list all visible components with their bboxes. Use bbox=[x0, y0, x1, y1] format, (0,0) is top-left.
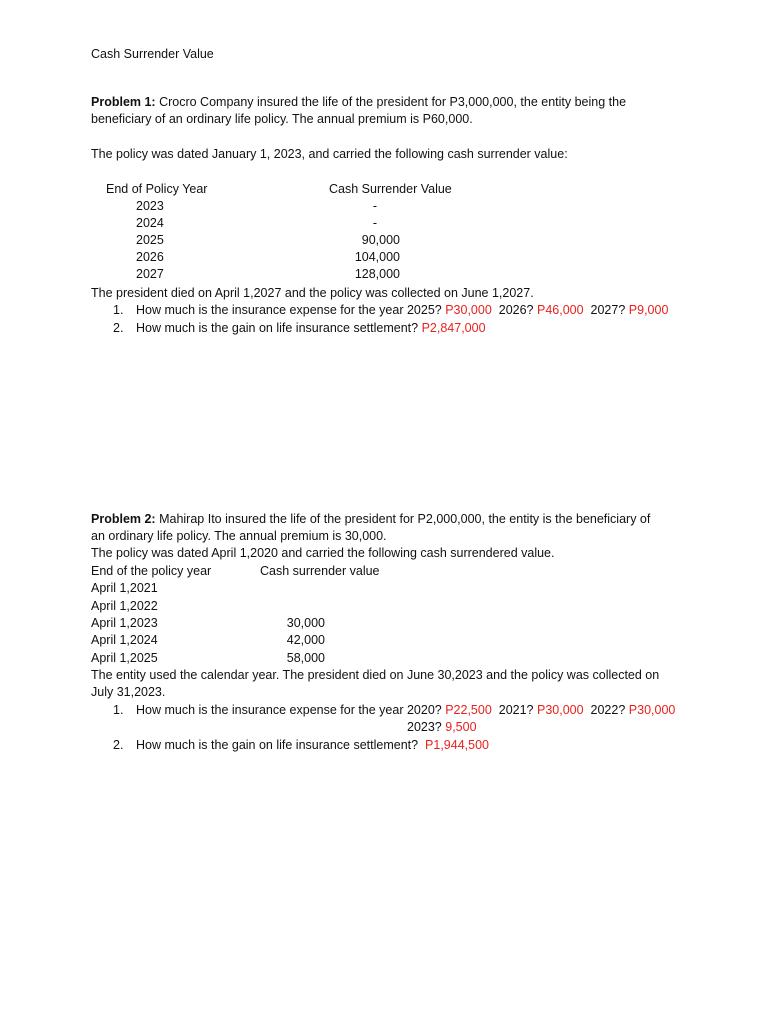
problem2-row-value: 30,000 bbox=[286, 616, 325, 630]
problem1-q1-answer-2026: P46,000 bbox=[537, 303, 584, 317]
problem1-death-line: The president died on April 1,2027 and the policy was collected on June 1,2027. bbox=[91, 286, 534, 300]
problem1-q1-number: 1. bbox=[113, 303, 124, 317]
problem2-q1-number: 1. bbox=[113, 703, 124, 717]
problem2-calendar-line2: July 31,2023. bbox=[91, 685, 166, 699]
problem2-q1-year-2023: 2023? bbox=[407, 720, 442, 734]
problem2-row-date: April 1,2024 bbox=[91, 633, 158, 647]
problem1-col-header-value: Cash Surrender Value bbox=[329, 182, 452, 196]
problem2-q1-answer-2021: P30,000 bbox=[537, 703, 584, 717]
problem2-q1-year-2021: 2021? bbox=[498, 703, 534, 717]
problem2-q2-answer: P1,944,500 bbox=[425, 738, 489, 752]
problem2-q1-continued bbox=[407, 719, 477, 736]
problem2-q2-number: 2. bbox=[113, 738, 124, 752]
problem1-row-year: 2025 bbox=[136, 233, 164, 247]
problem2-row-value: 42,000 bbox=[286, 633, 325, 647]
problem1-q1-answer-2025: P30,000 bbox=[445, 303, 492, 317]
problem2-row-date: April 1,2022 bbox=[91, 599, 158, 613]
problem2-calendar-line1: The entity used the calendar year. The president died on June 30,2023 and the policy was collected on bbox=[91, 668, 660, 682]
problem1-label: Problem 1: bbox=[91, 95, 156, 109]
problem1-q1-answer-2027: P9,000 bbox=[628, 303, 669, 317]
problem2-row-date: April 1,2021 bbox=[91, 581, 158, 595]
problem2-q1-answer-2022: P30,000 bbox=[628, 703, 676, 717]
problem1-q1-year-2026: 2026? bbox=[498, 303, 534, 317]
problem1-row-value: - bbox=[372, 216, 378, 230]
problem2-intro-line1 bbox=[91, 511, 650, 528]
problem1-q2 bbox=[136, 320, 486, 337]
problem2-intro-text: Mahirap Ito insured the life of the president for P2,000,000, the entity is the beneficiary of bbox=[155, 512, 651, 526]
problem1-row-year: 2024 bbox=[136, 216, 164, 230]
problem2-q1-answer-2020: P22,500 bbox=[445, 703, 492, 717]
problem2-col-header-value: Cash surrender value bbox=[260, 564, 380, 578]
problem2-q1-answer-2023: 9,500 bbox=[445, 720, 477, 734]
problem2-label: Problem 2: bbox=[91, 512, 156, 526]
problem2-q1-text: How much is the insurance expense for the year 2020? bbox=[136, 703, 442, 717]
problem2-q1-year-2022: 2022? bbox=[590, 703, 626, 717]
problem1-col-header-year: End of Policy Year bbox=[106, 182, 208, 196]
problem1-intro-text: Crocro Company insured the life of the president for P3,000,000, the entity being the bbox=[155, 95, 627, 109]
problem1-row-year: 2023 bbox=[136, 199, 164, 213]
problem1-q1 bbox=[136, 302, 668, 319]
document-title: Cash Surrender Value bbox=[91, 47, 214, 61]
problem1-intro-line1 bbox=[91, 94, 626, 111]
problem2-q1 bbox=[136, 702, 675, 719]
problem2-col-header-date: End of the policy year bbox=[91, 564, 212, 578]
problem1-q1-text: How much is the insurance expense for the year 2025? bbox=[136, 303, 442, 317]
problem1-row-year: 2027 bbox=[136, 267, 164, 281]
problem2-q2-text: How much is the gain on life insurance settlement? bbox=[136, 738, 419, 752]
problem2-row-date: April 1,2023 bbox=[91, 616, 158, 630]
problem1-row-value: 128,000 bbox=[354, 267, 400, 281]
problem2-row-value: 58,000 bbox=[286, 651, 325, 665]
problem1-row-value: - bbox=[372, 199, 378, 213]
problem2-policy-line: The policy was dated April 1,2020 and carried the following cash surrendered value. bbox=[91, 546, 555, 560]
problem2-intro-line2: an ordinary life policy. The annual premium is 30,000. bbox=[91, 529, 387, 543]
problem1-row-year: 2026 bbox=[136, 250, 164, 264]
problem1-policy-line: The policy was dated January 1, 2023, and carried the following cash surrender value: bbox=[91, 147, 568, 161]
problem1-intro-line2: beneficiary of an ordinary life policy. The annual premium is P60,000. bbox=[91, 112, 473, 126]
problem1-row-value: 104,000 bbox=[354, 250, 400, 264]
problem1-q1-year-2027: 2027? bbox=[590, 303, 626, 317]
problem1-q2-answer: P2,847,000 bbox=[421, 321, 486, 335]
problem1-q2-text: How much is the gain on life insurance settlement? bbox=[136, 321, 419, 335]
problem1-row-value: 90,000 bbox=[361, 233, 400, 247]
problem2-row-date: April 1,2025 bbox=[91, 651, 158, 665]
problem2-q2 bbox=[136, 737, 489, 754]
problem1-q2-number: 2. bbox=[113, 321, 124, 335]
